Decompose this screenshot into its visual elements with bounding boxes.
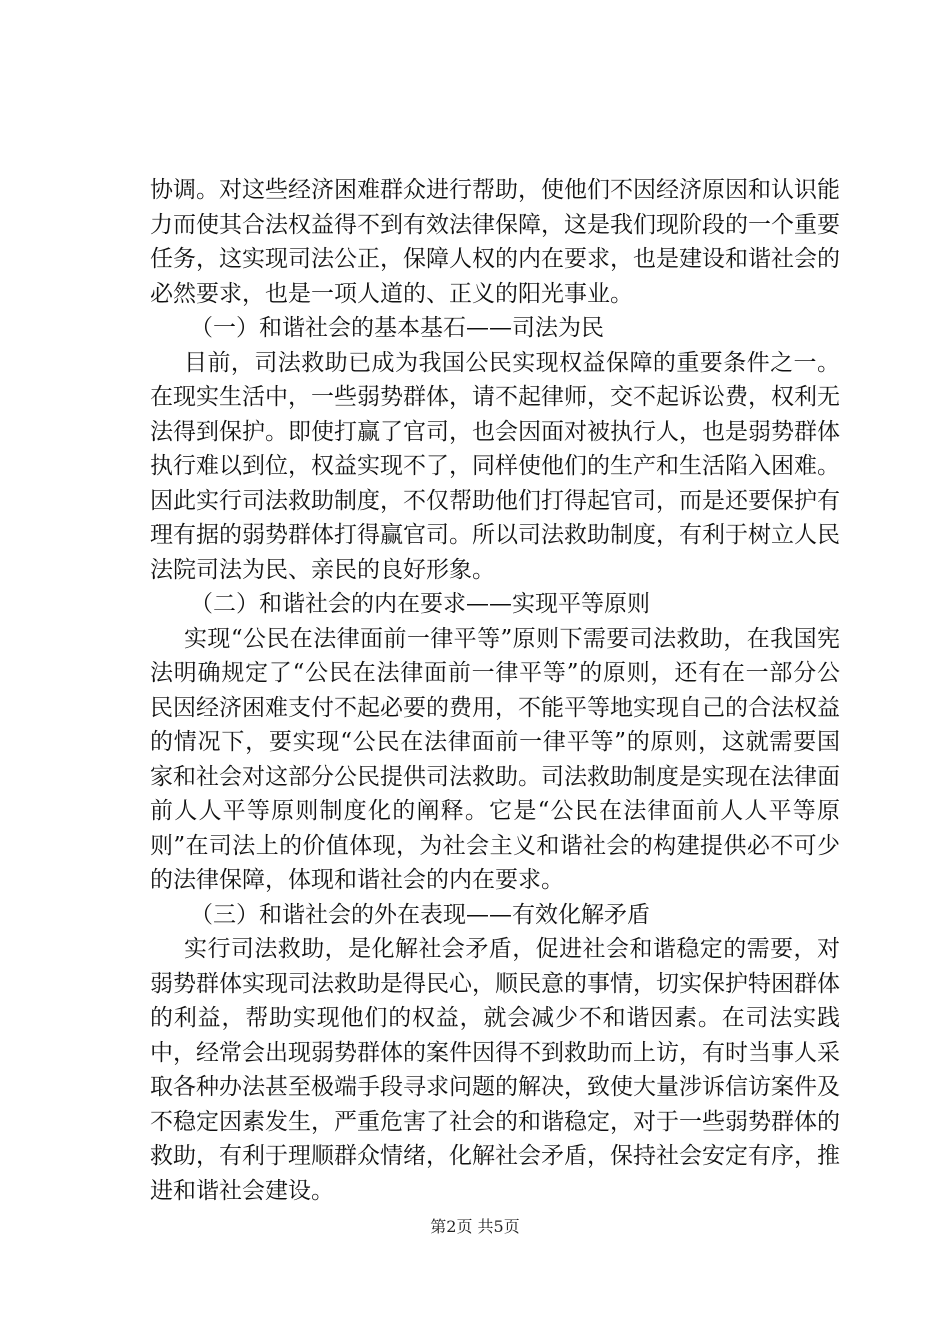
body-paragraph-3: 实现“公民在法律面前一律平等”原则下需要司法救助，在我国宪法明确规定了“公民在法律面前一律平等”的原则，还有在一部分公民因经济困难支付不起必要的费用，不能平等地实现自己的合法权益的情况下，要实现“公民在法律面前一律平等”的原则，这就需要国家和社会对这部分公民提供司法救助。司法救助制度是实现在法律面前人人平等原则制度化的阐释。它是“公民在法律面前人人平等原则”在司法上的价值体现，为社会主义和谐社会的构建提供必不可少的法律保障，体现和谐社会的内在要求。 (150, 625, 840, 893)
section-heading-2: （二）和谐社会的内在要求——实现平等原则 (190, 591, 650, 617)
section-heading-3: （三）和谐社会的外在表现——有效化解矛盾 (190, 901, 650, 928)
document-body (150, 173, 840, 1208)
page-number-footer: 第2页 共5页 (430, 1217, 520, 1236)
body-paragraph-4: 实行司法救助，是化解社会矛盾，促进社会和谐稳定的需要，对弱势群体实现司法救助是得民心，顺民意的事情，切实保护特困群体的利益，帮助实现他们的权益，就会减少不和谐因素。在司法实践中，经常会出现弱势群体的案件因得不到救助而上访，有时当事人采取各种办法甚至极端手段寻求问题的解决，致使大量涉诉信访案件及不稳定因素发生，严重危害了社会的和谐稳定，对于一些弱势群体的救助，有利于理顺群众情绪，化解社会矛盾，保持社会安定有序，推进和谐社会建设。 (150, 936, 840, 1204)
body-paragraph-2: 目前，司法救助已成为我国公民实现权益保障的重要条件之一。在现实生活中，一些弱势群体，请不起律师，交不起诉讼费，权利无法得到保护。即使打赢了官司，也会因面对被执行人，也是弱势群体执行难以到位，权益实现不了，同样使他们的生产和生活陷入困难。因此实行司法救助制度，不仅帮助他们打得起官司，而是还要保护有理有据的弱势群体打得赢官司。所以司法救助制度，有利于树立人民法院司法为民、亲民的良好形象。 (150, 349, 840, 583)
body-paragraph-1: 协调。对这些经济困难群众进行帮助，使他们不因经济原因和认识能力而使其合法权益得不到有效法律保障，这是我们现阶段的一个重要任务，这实现司法公正，保障人权的内在要求，也是建设和谐社会的必然要求，也是一项人道的、正义的阳光事业。 (150, 177, 840, 307)
section-heading-1: （一）和谐社会的基本基石——司法为民 (190, 315, 604, 341)
